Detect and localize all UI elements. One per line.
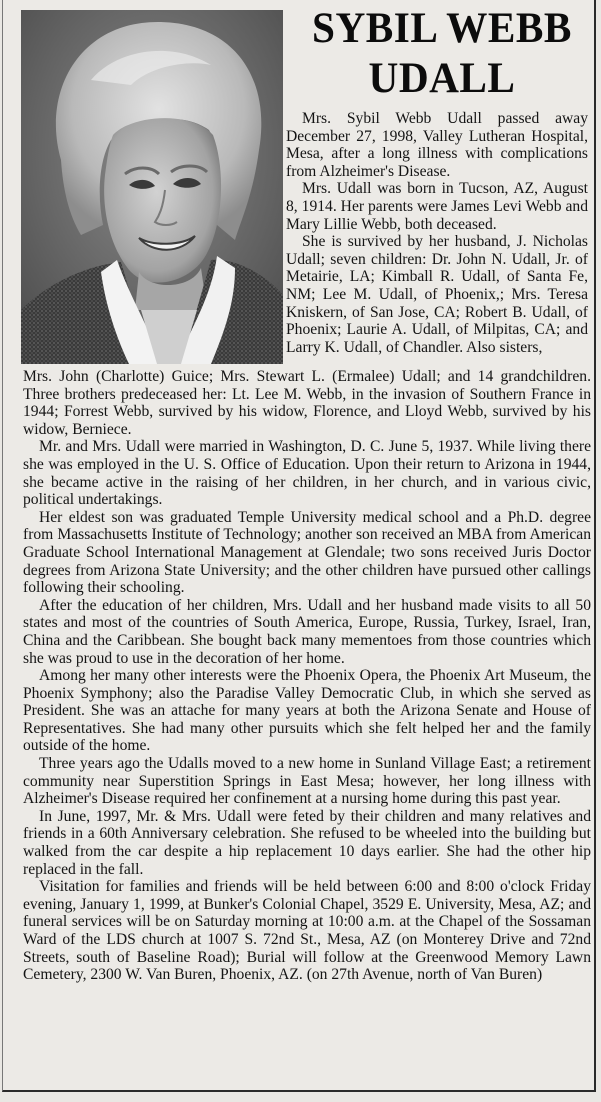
paragraph-sunland-village: Three years ago the Udalls moved to a new home in Sunland Village East; a retirement community near Superstition Springs in East Mesa; however, her long illness with Alzheimer's Disease required her confinement at a nursing home during this past year.	[23, 755, 591, 808]
narrow-column-text	[286, 110, 588, 356]
paragraph-marriage: Mr. and Mrs. Udall were married in Washington, D. C. June 5, 1937. While living there she was employed in the U. S. Office of Education. Upon their return to Arizona in 1944, she became active in the raising of her children, in her church, and in various civic, political undertakings.	[23, 438, 591, 509]
paragraph-travels: After the education of her children, Mrs. Udall and her husband made visits to all 50 states and most of the countries of South America, Europe, Russia, Turkey, Israel, Iran, China and the Caribbean. She bought back many mementoes from those countries which she was proud to use in the decoration of her home.	[23, 596, 591, 667]
paragraph-survivors: She is survived by her husband, J. Nicholas Udall; seven children: Dr. John N. Udall, Jr. of Metairie, LA; Kimball R. Udall, of Santa Fe, NM; Lee M. Udall, of Phoenix,; Mrs. Teresa Kniskern, of San Jose, CA; Robert B. Udall, of Phoenix; Laurie A. Udall, of Milpitas, CA; and Larry K. Udall, of Chandler. Also sisters,	[286, 233, 588, 356]
paragraph-birth: Mrs. Udall was born in Tucson, AZ, August 8, 1914. Her parents were James Levi Webb and Mary Lillie Webb, both deceased.	[286, 180, 588, 233]
paragraph-services: Visitation for families and friends will be held between 6:00 and 8:00 o'clock Friday evening, January 1, 1999, at Bunker's Colonial Chapel, 3529 E. University, Mesa, AZ; and funeral services will be on Saturday morning at 10:00 a.m. at the Chapel of the Sossaman Ward of the LDS church at 1007 S. 72nd St., Mesa, AZ (on Monterey Drive and 72nd Streets, south of Baseline Road); Burial will follow at the Greenwood Memory Lawn Cemetery, 2300 W. Van Buren, Phoenix, AZ. (on 27th Avenue, north of Van Buren)	[23, 878, 591, 984]
paragraph-passing: Mrs. Sybil Webb Udall passed away December 27, 1998, Valley Lutheran Hospital, Mesa, after a long illness with complications from Alzheimer's Disease.	[286, 110, 588, 180]
obituary-clipping	[2, 0, 596, 1092]
paragraph-anniversary: In June, 1997, Mr. & Mrs. Udall were feted by their children and many relatives and friends in a 60th Anniversary celebration. She refused to be wheeled into the building but walked from the car despite a hip replacement 10 days earlier. She had the other hip replaced in the fall.	[23, 807, 591, 878]
obituary-headline	[293, 4, 591, 104]
paragraph-children-education: Her eldest son was graduated Temple University medical school and a Ph.D. degree from Massachusetts Institute of Technology; another son received an MBA from American Graduate School International Management at Glendale; two sons received Juris Doctor degrees from Arizona State University; and the other children have pursued other callings following their schooling.	[23, 508, 591, 597]
paragraph-survivors-continued: Mrs. John (Charlotte) Guice; Mrs. Stewart L. (Ermalee) Udall; and 14 grandchildren. Three brothers predeceased her: Lt. Lee M. Webb, in the invasion of Southern France in 1944; Forrest Webb, survived by his widow, Florence, and Lloyd Webb, survived by his widow, Berniece.	[23, 368, 591, 438]
headline-line-1: SYBIL WEBB	[312, 5, 572, 52]
portrait-photo	[21, 10, 283, 364]
paragraph-interests: Among her many other interests were the Phoenix Opera, the Phoenix Art Museum, the Phoenix Symphony; also the Paradise Valley Democratic Club, in which she served as President. She was an attache for many years at both the Arizona Senate and House of Representatives. She had many other pursuits which she felt helped her and the family outside of the home.	[23, 667, 591, 755]
full-width-text	[23, 368, 591, 984]
headline-line-2: UDALL	[368, 55, 516, 102]
portrait-photo-icon	[21, 10, 283, 364]
